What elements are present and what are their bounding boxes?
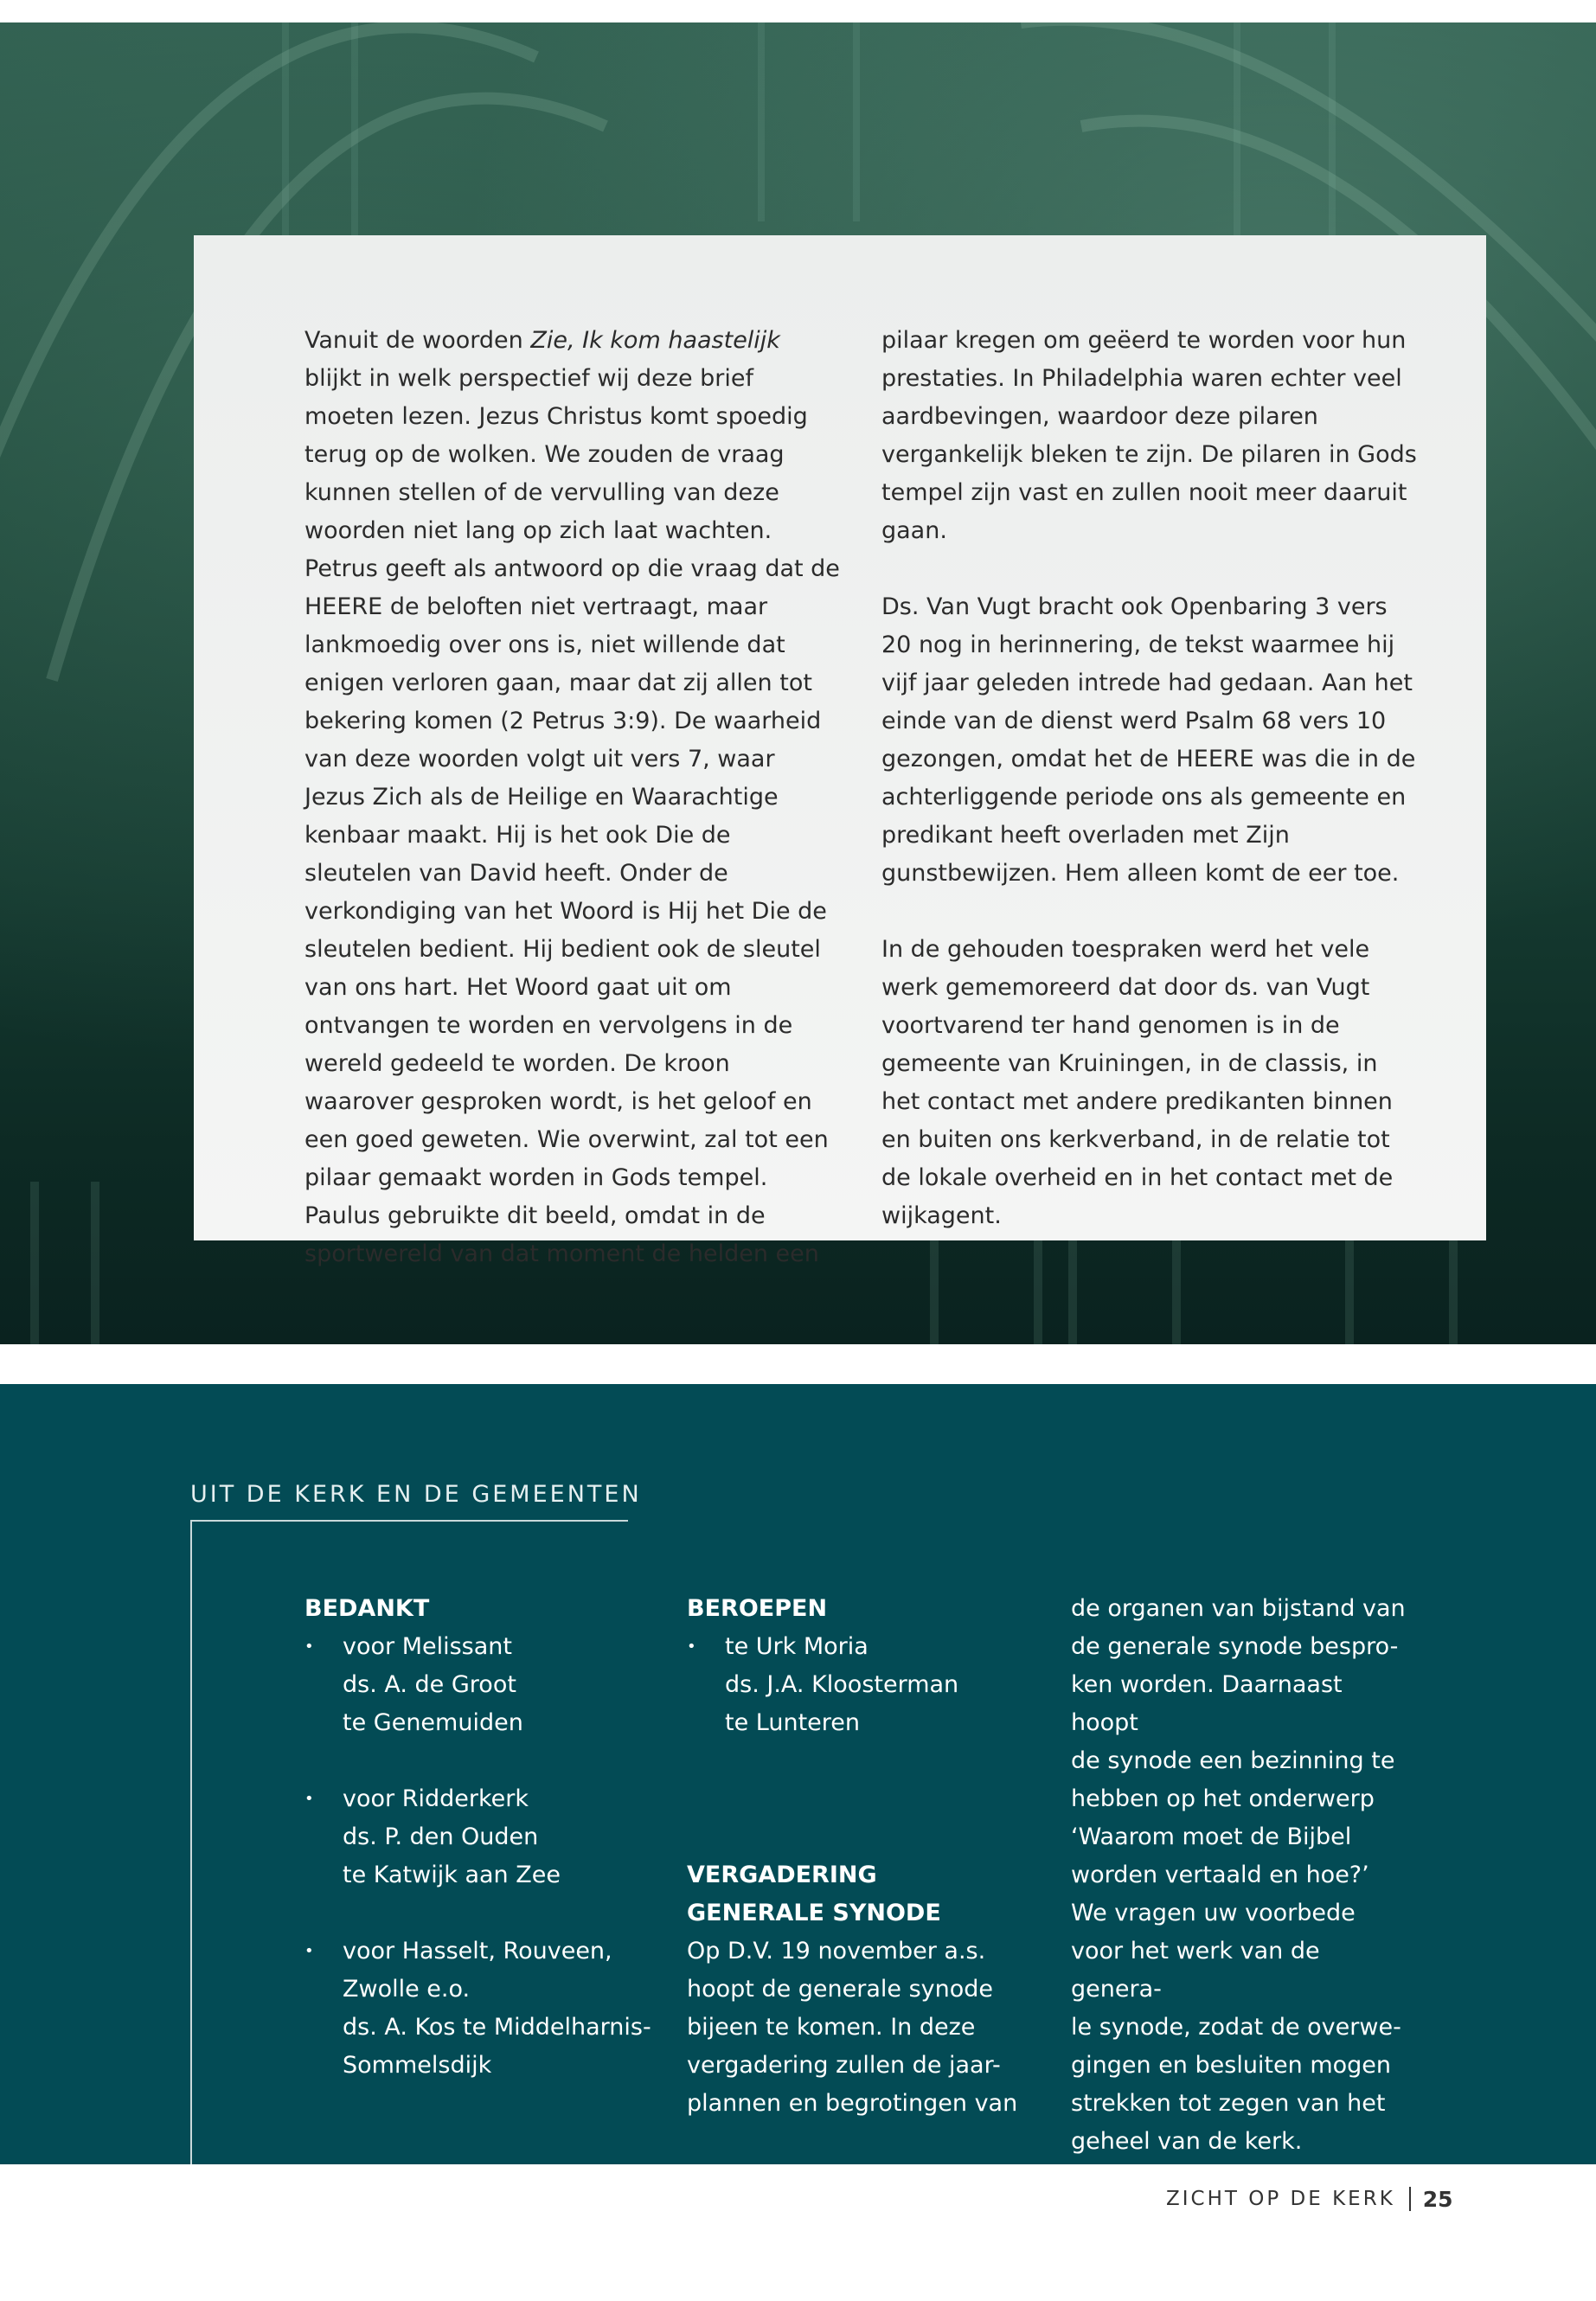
list-item-line: voor Melissant (343, 1633, 512, 1660)
text-line: hebben op het onderwerp (1071, 1785, 1375, 1812)
bullet-icon: • (687, 1638, 696, 1656)
list-item-line: ds. A. de Groot (343, 1671, 516, 1698)
section-gap (0, 1344, 1596, 1367)
article-text-card (194, 235, 1486, 1267)
beroepen-column (687, 1590, 1033, 2123)
list-item (304, 1780, 668, 1894)
bedankt-heading: BEDANKT (304, 1595, 430, 1622)
list-item (304, 1932, 668, 2085)
section-title: UIT DE KERK EN DE GEMEENTEN (190, 1481, 642, 1508)
text-line: ken worden. Daarnaast hoopt (1071, 1671, 1343, 1736)
vergadering-heading: VERGADERING (687, 1862, 877, 1888)
synode-continuation-column (1071, 1590, 1417, 2161)
vergadering-text-line: vergadering zullen de jaar- (687, 2052, 1001, 2079)
magazine-name: ZICHT OP DE KERK (1166, 2188, 1395, 2210)
footer-divider (1409, 2187, 1411, 2211)
article-paragraph: Ds. Van Vugt bracht ook Openbaring 3 vers 20 nog in herinnering, de tekst waarmee hij vijf jaar geleden intrede had gedaan. Aan het einde van de dienst werd Psalm 68 vers 10 gezongen, omdat het de HEERE was die in de achterliggende periode ons als gemeente en predikant heeft overladen met Zijn gunstbewijzen. Hem alleen komt de eer toe. (881, 593, 1416, 887)
text-line: worden vertaald en hoe?’ (1071, 1862, 1369, 1888)
bullet-icon: • (304, 1790, 314, 1808)
list-item-line: voor Hasselt, Rouveen, (343, 1938, 612, 1965)
page-number: 25 (1422, 2186, 1453, 2212)
text-line: de generale synode bespro- (1071, 1633, 1399, 1660)
bullet-icon: • (304, 1638, 314, 1656)
list-item-line: te Lunteren (725, 1709, 861, 1736)
list-item (687, 1628, 1033, 1742)
list-item-line: ds. A. Kos te Middelharnis- (343, 2014, 651, 2041)
article-paragraph: pilaar kregen om geëerd te worden voor hun prestaties. In Philadelphia waren echter veel aardbevingen, waardoor deze pilaren vergankelijk bleken te zijn. De pilaren in Gods tempel zijn vast en zullen nooit meer daaruit gaan. (881, 327, 1417, 544)
vergadering-text-line: plannen en begrotingen van (687, 2090, 1018, 2117)
article-paragraph: In de gehouden toespraken werd het vele werk gememoreerd dat door ds. van Vugt voortvarend ter hand genomen is in de gemeente van Kruiningen, in de classis, in het contact met andere predikanten binnen en buiten ons kerkverband, in de relatie tot de lokale overheid en in het contact met de wijkagent. (881, 936, 1394, 1229)
vergadering-text-line: hoopt de generale synode (687, 1976, 994, 2003)
list-item-line: voor Ridderkerk (343, 1785, 529, 1812)
article-left-column (304, 322, 841, 1273)
text-line: ‘Waarom moet de Bijbel (1071, 1823, 1352, 1850)
list-item-line: te Genemuiden (343, 1709, 523, 1736)
text-line: geheel van de kerk. (1071, 2128, 1303, 2155)
bullet-icon: • (304, 1942, 314, 1960)
text-line: strekken tot zegen van het (1071, 2090, 1386, 2117)
cathedral-background-image (0, 22, 1596, 1344)
article-right-column (881, 322, 1418, 1235)
list-item-line: Zwolle e.o. (343, 1976, 471, 2003)
text-line: gingen en besluiten mogen (1071, 2052, 1392, 2079)
list-item-line: te Katwijk aan Zee (343, 1862, 561, 1888)
vergadering-text-line: bijeen te komen. In deze (687, 2014, 976, 2041)
vergadering-text-line: Op D.V. 19 november a.s. (687, 1938, 986, 1965)
paragraph-text: blijkt in welk perspectief wij deze brief moeten lezen. Jezus Christus komt spoedig terug op de wolken. We zouden de vraag kunnen stellen of de vervulling van deze woorden niet lang op zich laat wachten. Petrus geeft als antwoord op die vraag dat de HEERE de beloften niet vertraagt, maar lankmoedig over ons is, niet willende dat enigen verloren gaan, maar dat zij allen tot bekering komen (2 Petrus 3:9). De waarheid van deze woorden volgt uit vers 7, waar Jezus Zich als de Heilige en Waarachtige kenbaar maakt. Hij is het ook Die de sleutelen van David heeft. Onder de verkondiging van het Woord is Hij het Die de sleutelen bedient. Hij bedient ook de sleutel van ons hart. Het Woord gaat uit om ontvangen te worden en vervolgens in de wereld gedeeld te worden. De kroon waarover gesproken wordt, is het geloof en een goed geweten. Wie overwint, zal tot een pilaar gemaakt worden in Gods tempel. Paulus gebruikte dit beeld, omdat in de sportwereld van dat moment de helden een (304, 365, 840, 1267)
vergadering-heading: GENERALE SYNODE (687, 1900, 941, 1926)
quoted-text: Zie, Ik kom haastelijk (530, 327, 780, 354)
page-footer (1166, 2182, 1453, 2216)
text-line: We vragen uw voorbede (1071, 1900, 1356, 1926)
list-item-line: te Urk Moria (725, 1633, 869, 1660)
text-line: voor het werk van de genera- (1071, 1938, 1320, 2003)
bedankt-column (304, 1590, 668, 2085)
beroepen-heading: BEROEPEN (687, 1595, 828, 1622)
section-vertical-rule (190, 1520, 192, 2164)
paragraph-text: Vanuit de woorden (304, 327, 531, 354)
news-section (0, 1384, 1596, 2164)
text-line: le synode, zodat de overwe- (1071, 2014, 1401, 2041)
text-line: de synode een bezinning te (1071, 1747, 1395, 1774)
section-title-underline (190, 1520, 628, 1522)
article-paragraph (304, 322, 841, 1273)
list-item-line: ds. P. den Ouden (343, 1823, 539, 1850)
list-item-line: ds. J.A. Kloosterman (725, 1671, 959, 1698)
list-item-line: Sommelsdijk (343, 2052, 492, 2079)
top-margin (0, 0, 1596, 22)
text-line: de organen van bijstand van (1071, 1595, 1406, 1622)
list-item (304, 1628, 668, 1742)
spacer (687, 1780, 1033, 1856)
